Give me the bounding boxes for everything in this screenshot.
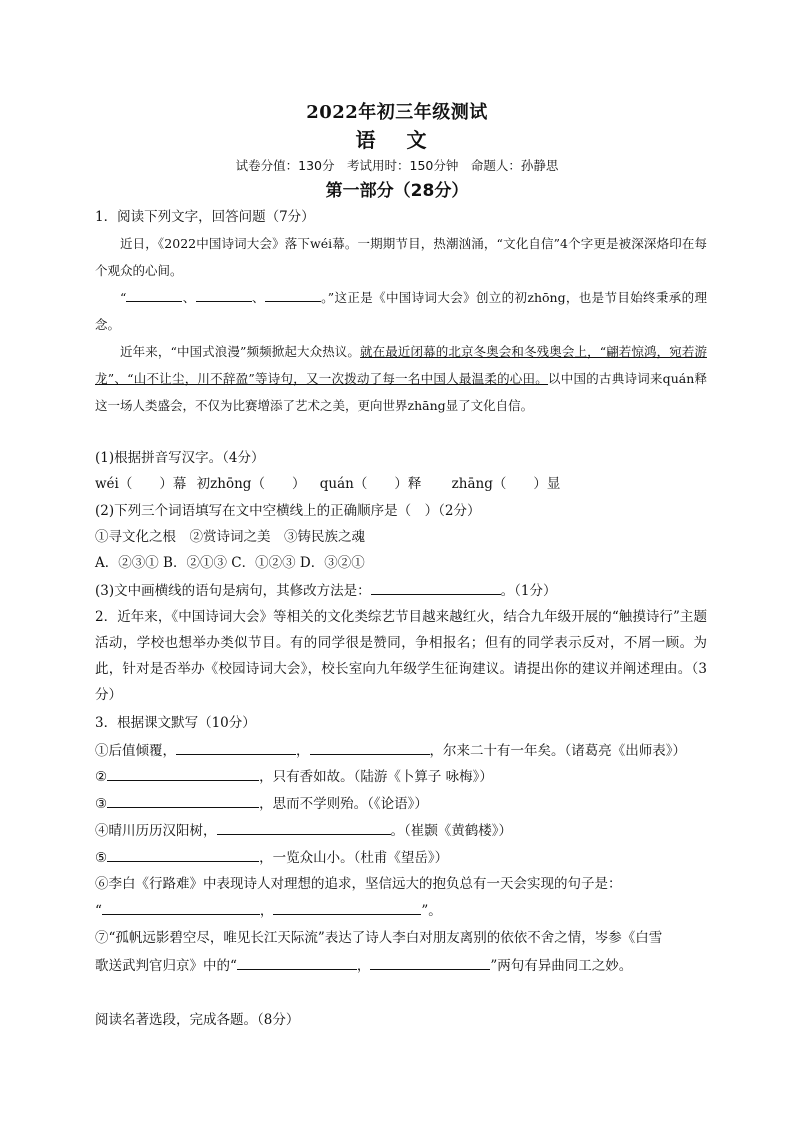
q3-l2-a: ② (95, 769, 108, 785)
q1-sub3-end: 。（1分） (500, 583, 557, 599)
exam-title: 2022年初三年级测试 (306, 102, 488, 123)
q3-l1-a: ①后值倾覆， (95, 743, 176, 759)
q3-l7-d: ”两句有异曲同工之妙。 (490, 958, 633, 974)
q1-stem: 1．阅读下列文字，回答问题（7分） (95, 209, 315, 225)
q1-p2-sep1: 、 (182, 290, 196, 305)
q3-l7-c: ， (356, 958, 371, 974)
q3-l6b-a: “ (95, 903, 102, 919)
q1-sub2: (2)下列三个词语填写在文中空横线上的正确顺序是（ ）（2分） (95, 503, 481, 519)
answer-blank[interactable] (107, 793, 259, 808)
answer-blank[interactable] (371, 580, 501, 595)
q1-p3-underlined-sentence: 就在最近闭幕的北京冬奥会和冬残奥会上，“翩若惊鸿，宛若游龙”、“山不让尘，川不辞盈”等诗句，又一次拨动了每一名中国人最温柔的心田。 (95, 344, 707, 386)
answer-blank[interactable] (107, 847, 259, 862)
q3-l6b-b: ， (259, 903, 274, 919)
blank-2[interactable] (196, 287, 252, 302)
q3-line-1 (95, 740, 686, 761)
answer-blank[interactable] (370, 955, 490, 970)
answer-blank[interactable] (310, 740, 430, 755)
q1-paragraph-2 (95, 284, 707, 338)
q4-stem: 阅读名著选段，完成各题。（8分） (95, 1012, 300, 1028)
q3-line-2 (95, 766, 493, 787)
q3-line-7a: ⑦“孤帆远影碧空尽，唯见长江天际流”表达了诗人李白对朋友离别的依依不舍之情，岑参《白雪 (95, 930, 663, 946)
q1-paragraph-3 (95, 338, 707, 419)
part-heading: 第一部分（28分） (325, 181, 469, 201)
q3-line-6b (95, 900, 442, 921)
q3-l1-c: ，尔来二十有一年矣。（诸葛亮《出师表》） (429, 743, 686, 759)
q3-line-5 (95, 847, 448, 868)
exam-meta: 试卷分值：130分 考试用时：150分钟 命题人：孙静思 (235, 158, 559, 173)
subject-title: 语 文 (355, 128, 439, 152)
q1-p3-intro: 近年来，“中国式浪漫”频频掀起大众热议。 (120, 344, 361, 359)
q1-sub3 (95, 580, 556, 601)
q1-paragraph-1: 近日，《2022中国诗词大会》落下wéi幕。一期期节目，热潮汹涌，“文化自信”4个字更是被深深烙印在每个观众的心间。 (95, 236, 707, 278)
q1-sub3-prompt: (3)文中画横线的语句是病句，其修改方法是： (95, 583, 371, 599)
blank-3[interactable] (265, 287, 321, 302)
pinyin-item-zhang: zhāng（ ）显 (451, 476, 561, 492)
q3-line-3 (95, 793, 428, 814)
q3-line-7b (95, 955, 632, 976)
answer-blank[interactable] (102, 900, 260, 915)
q1-sub2-options: A．②③① B．②①③ C．①②③ D．③②① (95, 555, 365, 571)
answer-blank[interactable] (107, 766, 259, 781)
q1-p2-rest: 。”这正是《中国诗词大会》创立的初zhōng，也是节目始终秉承的理念。 (95, 290, 707, 332)
q3-l4-b: 。（崔颢《黄鹤楼》） (390, 823, 512, 839)
q3-l5-b: ，一览众山小。（杜甫《望岳》） (259, 850, 449, 866)
q3-l3-b: ，思而不学则殆。（《论语》） (259, 796, 428, 812)
answer-blank[interactable] (273, 900, 421, 915)
q2-text: 2．近年来，《中国诗词大会》等相关的文化类综艺节目越来越红火，结合九年级开展的“触摸诗行”主题活动，学校也想举办类似节目。有的同学很是赞同，争相报名；但有的同学表示反对，不屑一顾。为此，针对是否举办《校园诗词大会》，校长室向九年级学生征询建议。请提出你的建议并阐述理由。（3分） (95, 609, 707, 703)
q3-line-6: ⑥李白《行路难》中表现诗人对理想的追求，坚信远大的抱负总有一天会实现的句子是： (95, 876, 622, 892)
pinyin-item-wei: wéi（ ）幕 (95, 476, 187, 492)
pinyin-item-zhong: 初zhōng（ ） (196, 476, 306, 492)
pinyin-item-quan: quán（ ）释 (319, 476, 422, 492)
q1-p3-rest: 以中国的古典诗词来quán释这一场人类盛会，不仅为比赛增添了艺术之美，更向世界zhāng显了文化自信。 (95, 371, 707, 413)
answer-blank[interactable] (217, 820, 391, 835)
q3-l3-a: ③ (95, 796, 108, 812)
q3-l4-a: ④晴川历历汉阳树， (95, 823, 217, 839)
q1-sub1: (1)根据拼音写汉字。（4分） (95, 450, 265, 466)
q3-l2-b: ，只有香如故。（陆游《卜算子 咏梅》） (259, 769, 493, 785)
answer-blank[interactable] (237, 955, 357, 970)
q3-stem: 3．根据课文默写（10分） (95, 715, 256, 731)
q1-sub1-items (95, 474, 560, 494)
q3-l7-b: 歌送武判官归京》中的“ (95, 958, 237, 974)
q1-p2-sep2: 、 (251, 290, 265, 305)
q3-l1-b: ， (296, 743, 310, 759)
q3-l6b-c: ”。 (421, 903, 442, 919)
q3-l5-a: ⑤ (95, 850, 108, 866)
q1-sub2-items: ①寻文化之根 ②赏诗词之美 ③铸民族之魂 (95, 529, 365, 545)
q3-line-4 (95, 820, 512, 841)
blank-1[interactable] (126, 287, 182, 302)
answer-blank[interactable] (176, 740, 296, 755)
q1-p2-open: “ (120, 290, 127, 305)
